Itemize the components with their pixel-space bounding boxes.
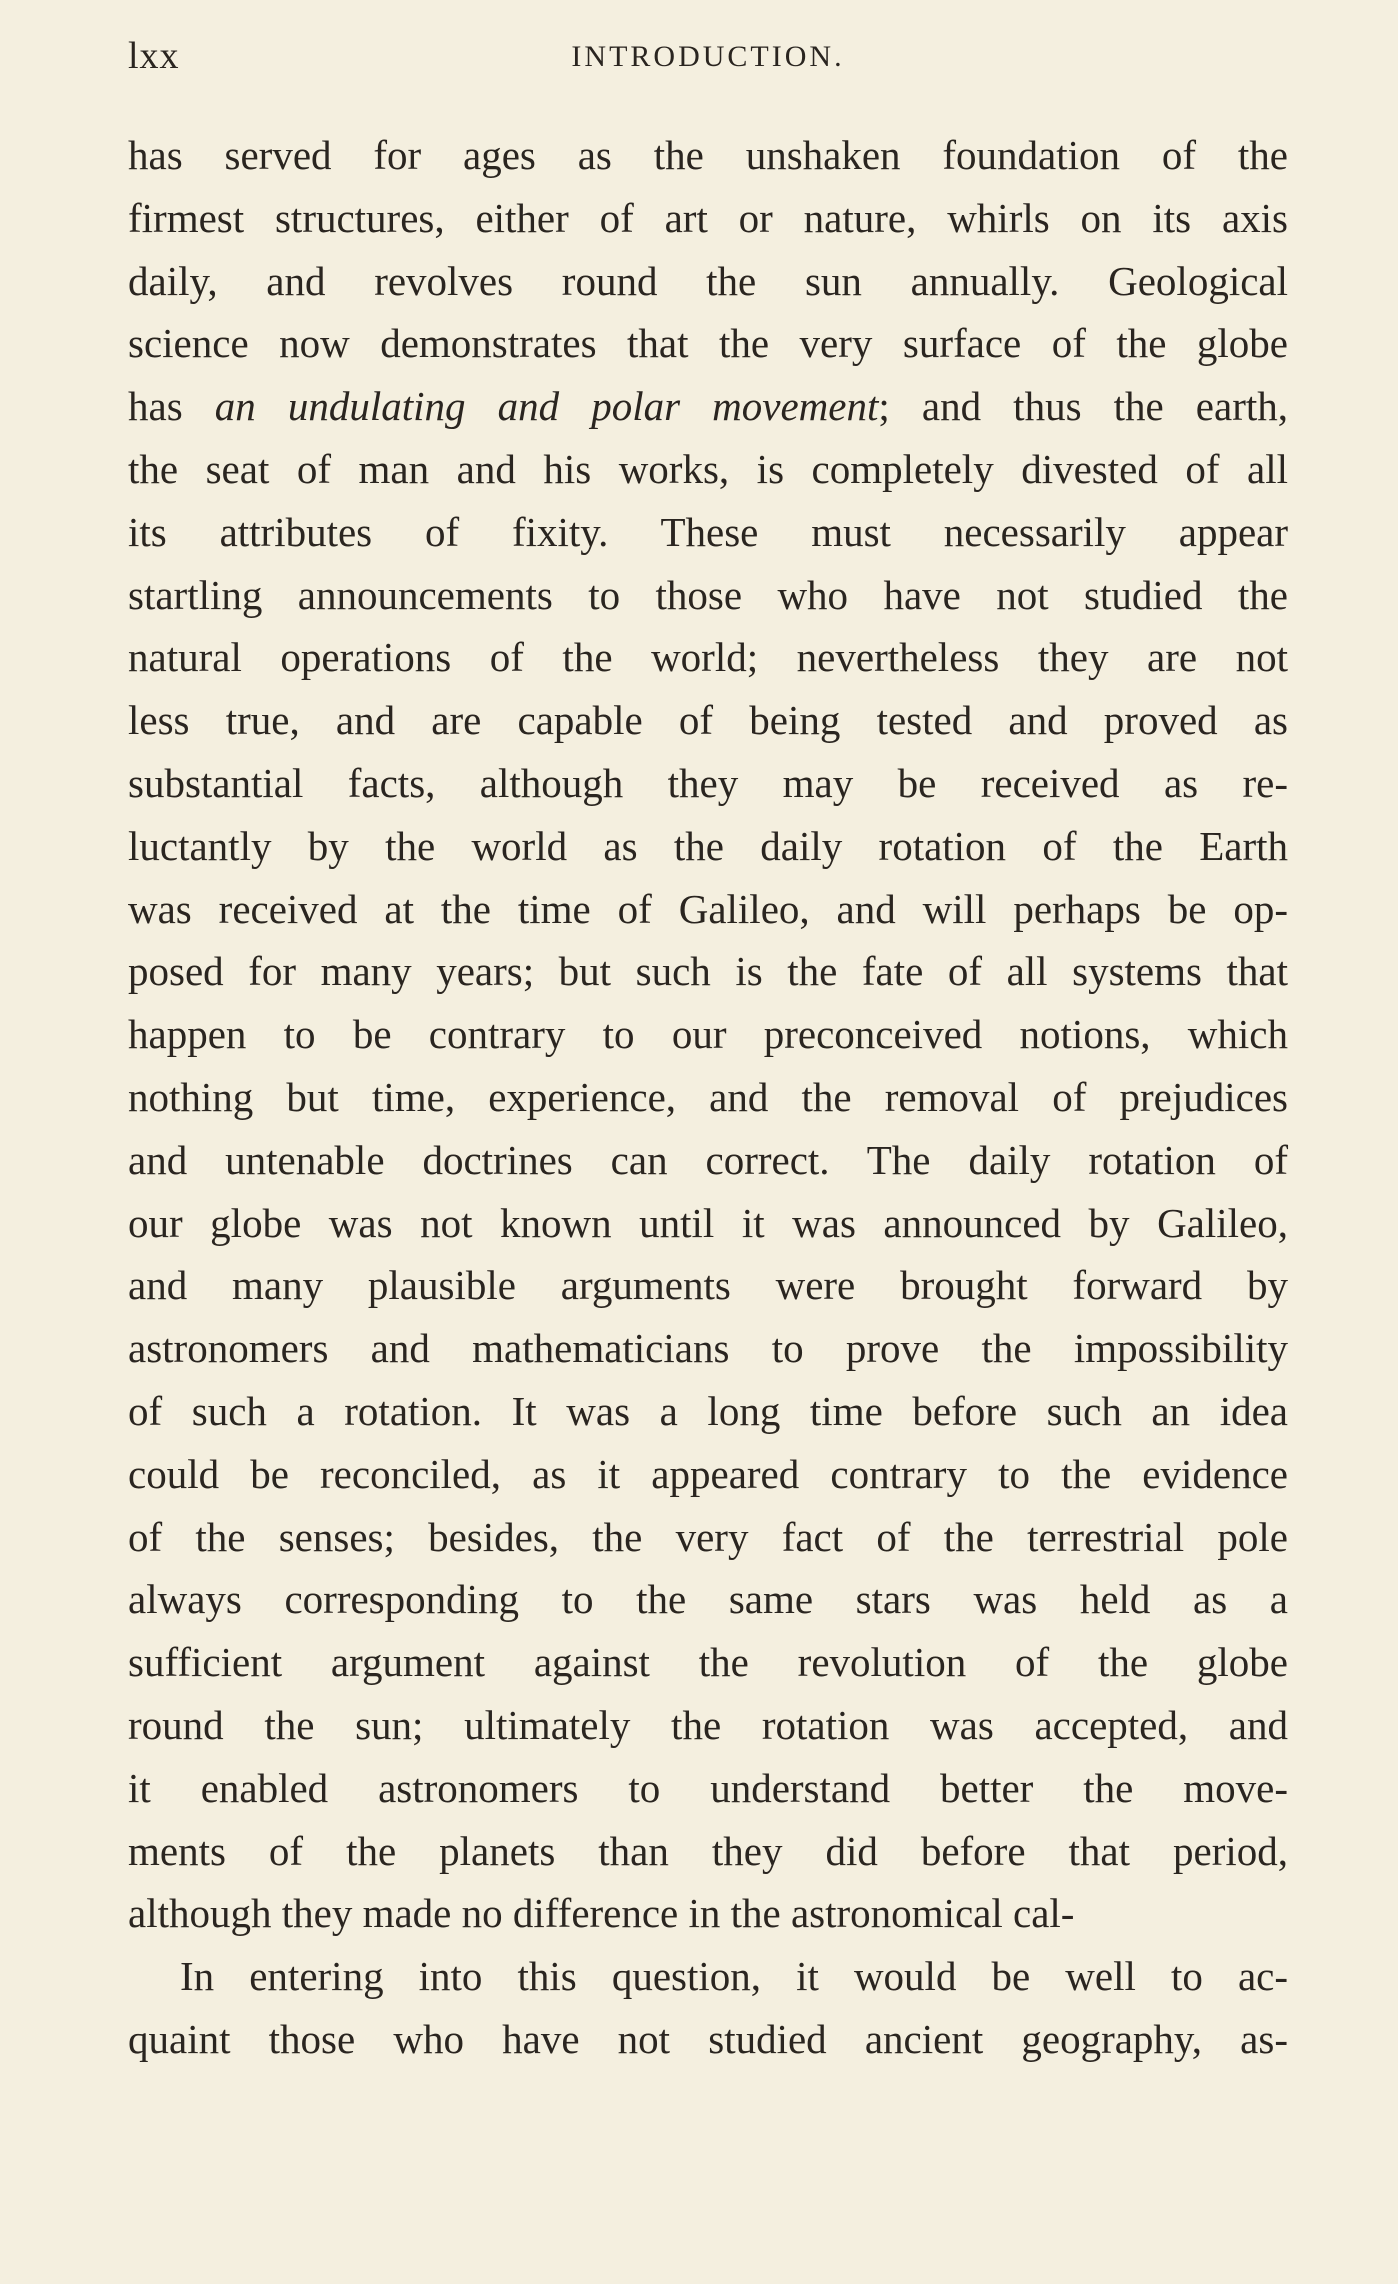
text-line: startling announcements to those who have not studied the bbox=[128, 571, 1288, 618]
text-line: daily, and revolves round the sun annually. Geological bbox=[128, 257, 1288, 304]
text-line: firmest structures, either of art or nature, whirls on its axis bbox=[128, 194, 1288, 241]
text-line: natural operations of the world; nevertheless they are not bbox=[128, 634, 1288, 681]
text-line: ments of the planets than they did before that period, bbox=[128, 1827, 1288, 1874]
text-line: posed for many years; but such is the fate of all systems that bbox=[128, 948, 1288, 995]
text-line: happen to be contrary to our preconceived notions, which bbox=[128, 1011, 1288, 1058]
paragraph-1 bbox=[128, 124, 1288, 1945]
text-line: substantial facts, although they may be received as re- bbox=[128, 759, 1288, 806]
text-run: has bbox=[128, 383, 215, 430]
text-line: quaint those who have not studied ancient geography, as- bbox=[128, 2015, 1288, 2062]
text-line: In entering into this question, it would be well to ac- bbox=[180, 1953, 1288, 2000]
paragraph-2 bbox=[128, 1945, 1288, 2071]
text-run: ; and thus the earth, bbox=[878, 383, 1289, 430]
text-line: always corresponding to the same stars was held as a bbox=[128, 1576, 1288, 1623]
text-line: the seat of man and his works, is completely divested of all bbox=[128, 445, 1288, 492]
text-line: less true, and are capable of being tested and proved as bbox=[128, 697, 1288, 744]
italic-phrase: an undulating and polar movement bbox=[214, 383, 879, 430]
text-line: although they made no difference in the astronomical cal- bbox=[128, 1890, 1075, 1937]
text-line: could be reconciled, as it appeared contrary to the evidence bbox=[128, 1450, 1288, 1497]
text-line: of such a rotation. It was a long time before such an idea bbox=[128, 1387, 1288, 1434]
text-line: its attributes of fixity. These must necessarily appear bbox=[128, 508, 1288, 555]
text-line bbox=[128, 375, 1288, 438]
page-number: lxx bbox=[128, 35, 180, 77]
text-line: of the senses; besides, the very fact of the terrestrial pole bbox=[128, 1513, 1288, 1560]
text-line: and many plausible arguments were brought forward by bbox=[128, 1262, 1288, 1309]
text-line: sufficient argument against the revolution of the globe bbox=[128, 1639, 1288, 1686]
text-line: was received at the time of Galileo, and will perhaps be op- bbox=[128, 885, 1288, 932]
running-head: INTRODUCTION. bbox=[571, 40, 845, 73]
text-line: and untenable doctrines can correct. The daily rotation of bbox=[128, 1136, 1288, 1183]
page-header bbox=[128, 34, 1288, 84]
text-line: it enabled astronomers to understand better the move- bbox=[128, 1764, 1288, 1811]
text-line: nothing but time, experience, and the removal of prejudices bbox=[128, 1073, 1288, 1120]
text-line: has served for ages as the unshaken foundation of the bbox=[128, 132, 1288, 178]
body-text bbox=[128, 124, 1288, 2071]
text-line: luctantly by the world as the daily rotation of the Earth bbox=[128, 822, 1288, 869]
text-line: round the sun; ultimately the rotation was accepted, and bbox=[128, 1701, 1288, 1748]
text-line: our globe was not known until it was announced by Galileo, bbox=[128, 1199, 1288, 1246]
text-line: astronomers and mathematicians to prove the impossibility bbox=[128, 1325, 1288, 1372]
text-line: science now demonstrates that the very surface of the globe bbox=[128, 320, 1288, 367]
